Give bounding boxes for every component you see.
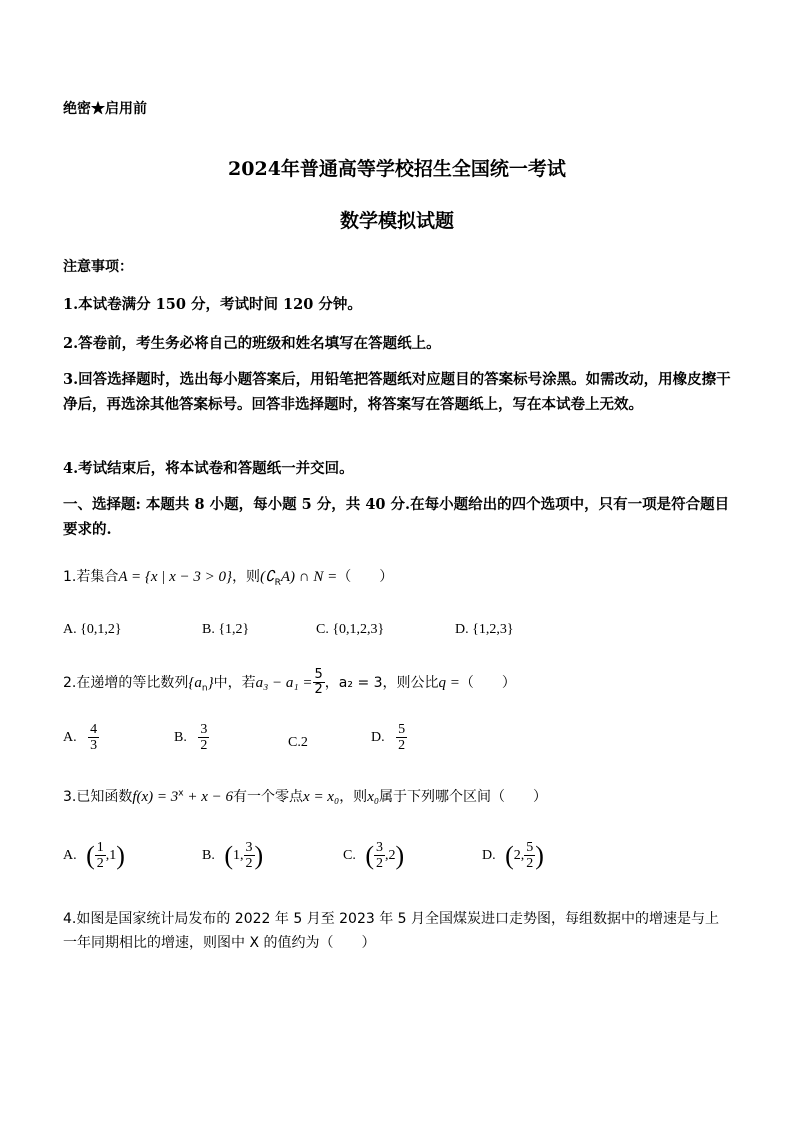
q3-x0: x₀ — [367, 789, 380, 805]
q2-option-a — [63, 722, 99, 754]
q3-d-fraction — [524, 840, 535, 872]
q3-tail: ，则 — [339, 789, 368, 805]
q2-fraction — [313, 668, 325, 698]
q3-c-rest: ,2 — [385, 848, 396, 864]
q2-cond2: ，a₂ = 3，则公比 — [324, 674, 439, 691]
note-item: 4.考试结束后，将本试卷和答题纸一并交回。 — [63, 460, 354, 477]
q2-d-fraction — [396, 722, 407, 754]
q2-a-num: 4 — [90, 722, 98, 737]
q3-c-fraction — [374, 840, 385, 872]
notes-heading: 注意事项： — [63, 259, 133, 275]
q2-frac-den: 2 — [314, 682, 323, 698]
q2-seq-sub: n — [201, 683, 208, 694]
q2-b-den: 2 — [200, 738, 208, 754]
confidential-mark: 绝密★启用前 — [63, 101, 147, 117]
q3-d-pre: 2, — [513, 848, 525, 864]
note-item: 2.答卷前，考生务必将自己的班级和姓名填写在答题纸上。 — [63, 335, 441, 352]
q1-mid: ，则 — [232, 569, 261, 585]
exam-subtitle: 数学模拟试题 — [339, 210, 454, 232]
q2-a-den: 3 — [90, 738, 98, 754]
q3-a-num: 1 — [96, 840, 104, 855]
q2-d-den: 2 — [398, 738, 406, 754]
q2-seq: {a — [188, 674, 202, 691]
q3-option-a: A. ( $\frac{1}{2}$ ,1) — [63, 840, 125, 872]
q2-cond: a₃ − a₁ = — [255, 674, 313, 691]
q2-a-fraction — [88, 722, 99, 754]
q3-d-den: 2 — [526, 856, 534, 872]
q1-prefix: 1.若集合 — [63, 569, 119, 585]
exam-title: 2024年普通高等学校招生全国统一考试 — [228, 158, 566, 180]
q2-prefix: 2.在递增的等比数列 — [63, 674, 189, 691]
q2-d-num: 5 — [398, 722, 406, 737]
q3-a-fraction — [95, 840, 106, 872]
q1-option-d: D. {1,2,3} — [455, 622, 514, 637]
q3-tail2: 属于下列哪个区间（ ） — [379, 789, 548, 805]
q1-sub: R — [274, 577, 281, 588]
q3-b-fraction — [244, 840, 255, 872]
q1-paren: （ ） — [337, 569, 394, 585]
q2-option-d — [371, 722, 407, 754]
note-item: 1.本试卷满分 150 分，考试时间 120 分钟。 — [63, 296, 362, 313]
section-heading: 一、选择题: 本题共 8 小题，每小题 5 分，共 40 分.在每小题给出的四个选项中，只有一项是符合题目要求的. — [63, 496, 730, 538]
question-2 — [63, 668, 516, 698]
q2-b-fraction — [198, 722, 209, 754]
q2-option-c: C.2 — [288, 735, 308, 750]
q3-mid: 有一个零点 — [233, 789, 304, 805]
q3-c-num: 3 — [376, 840, 384, 855]
q1-set: A = {x | x − 3 > 0} — [118, 569, 233, 585]
q3-option-c: C. ( $\frac{3}{2}$ ,2) — [343, 840, 405, 872]
q3-b-pre: 1, — [233, 848, 244, 864]
q1-expr: (∁ — [260, 569, 275, 585]
question-1 — [63, 566, 393, 588]
q3-d-num: 5 — [526, 840, 534, 855]
q2-b-num: 3 — [200, 722, 208, 737]
q1-option-c: C. {0,1,2,3} — [316, 622, 385, 637]
q3-a-den: 2 — [96, 856, 104, 872]
q3-d-label: D. — [482, 848, 496, 864]
q1-option-a: A. {0,1,2} — [63, 622, 122, 637]
q2-option-b — [174, 722, 209, 754]
q2-d-label: D. — [371, 730, 385, 746]
q3-a-label: A. — [63, 848, 77, 864]
q3-b-num: 3 — [245, 840, 253, 855]
q3-c-label: C. — [343, 848, 356, 864]
q3-a-rest: ,1 — [105, 848, 117, 864]
q3-c-den: 2 — [376, 856, 384, 872]
question-3 — [63, 786, 547, 806]
q2-q: q = — [438, 674, 460, 691]
q3-sup: x — [178, 788, 184, 799]
q1-option-b: B. {1,2} — [202, 622, 250, 637]
q1-expr2: A) ∩ N = — [280, 569, 338, 585]
q3-func2: + x − 6 — [183, 789, 234, 805]
q3-option-d: D. (2, $\frac{5}{2}$ ) — [482, 840, 544, 872]
q3-prefix: 3.已知函数 — [63, 789, 133, 805]
q2-paren: （ ） — [459, 674, 516, 691]
q3-zero: x = x₀ — [303, 789, 340, 805]
note-item: 3.回答选择题时，选出每小题答案后，用铅笔把答题纸对应题目的答案标号涂黑。如需改动，用橡皮擦干净后，再选涂其他答案标号。回答非选择题时，将答案写在答题纸上，写在本试卷上无效。 — [63, 371, 731, 413]
q2-seq-end: } — [207, 674, 214, 691]
q2-b-label: B. — [174, 730, 187, 746]
question-4: 4.如图是国家统计局发布的 2022 年 5 月至 2023 年 5 月全国煤炭进口走势图，每组数据中的增速是与上一年同期相比的增速，则图中 X 的值约为（ ） — [63, 911, 720, 951]
q3-option-b: B. (1, $\frac{3}{2}$ ) — [202, 840, 264, 872]
q2-frac-num: 5 — [314, 667, 323, 682]
q3-b-den: 2 — [245, 856, 253, 872]
q2-a-label: A. — [63, 730, 77, 746]
q3-b-label: B. — [202, 848, 215, 864]
q2-mid: 中，若 — [213, 674, 256, 691]
q3-func: f(x) = 3 — [132, 789, 179, 805]
